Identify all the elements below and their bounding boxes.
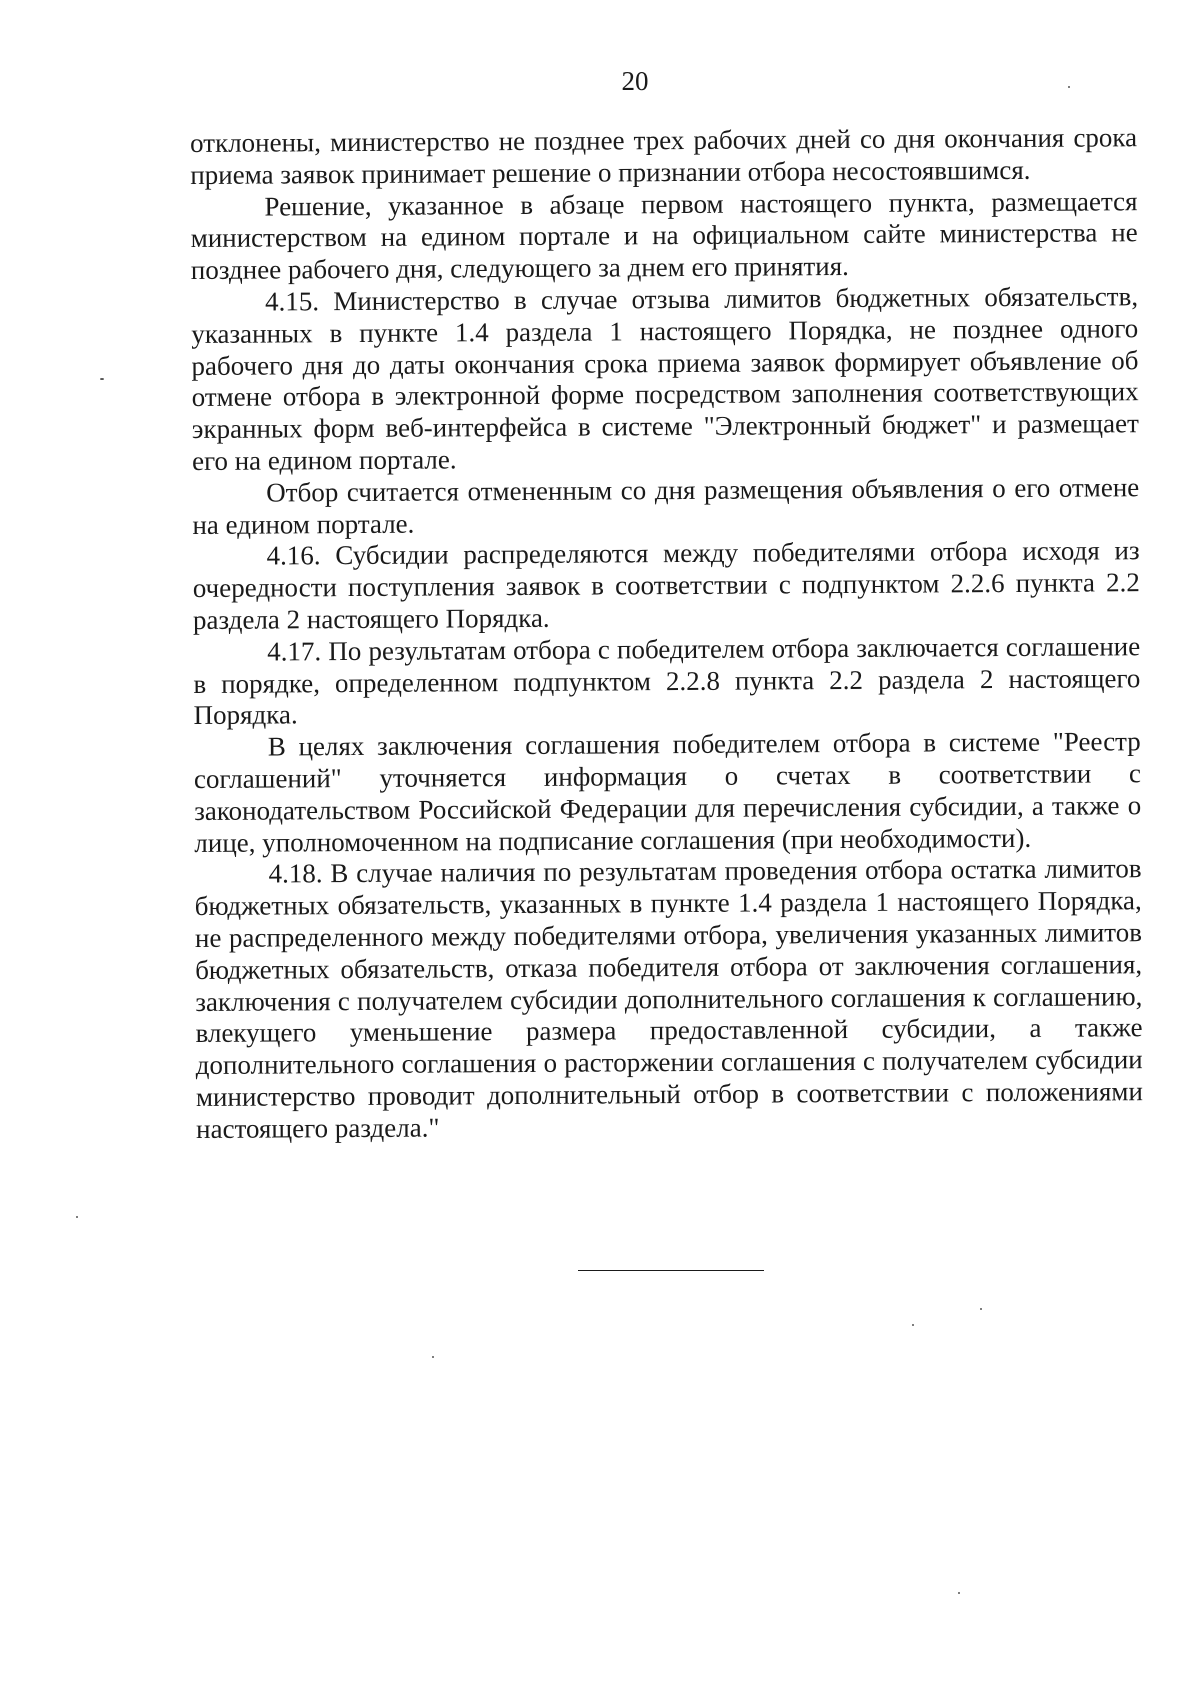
paragraph-continuation: отклонены, министерство не позднее трех рабочих дней со дня окончания срока приема заявок принимает решение о признании отбора несостоявшимся.: [190, 122, 1138, 190]
scan-speck: [1068, 86, 1070, 88]
scan-speck: [76, 1216, 78, 1218]
page-number: 20: [621, 66, 649, 96]
paragraph-selection-cancelled: Отбор считается отмененным со дня размещения объявления о его отмене на едином портале.: [192, 471, 1140, 540]
end-of-text-rule: [578, 1270, 764, 1271]
scan-speck: [958, 1592, 960, 1594]
paragraph-agreement-registry: В целях заключения соглашения победителем отбора в системе "Реестр соглашений" уточняется информация о счетах в соответствии с законодательством Российской Федерации для перечисления субсидии, а также о лице, уполномоченном на подписание соглашения (при необходимости).: [193, 726, 1142, 858]
scan-speck: [432, 1356, 434, 1358]
paragraph-4-16: 4.16. Субсидии распределяются между победителями отбора исходя из очередности поступления заявок в соответствии с подпунктом 2.2.6 пункта 2.2 раздела 2 настоящего Порядка.: [192, 535, 1140, 635]
scan-speck: [912, 1324, 914, 1326]
scan-speck: [980, 1308, 982, 1310]
paragraph-4-15: 4.15. Министерство в случае отзыва лимитов бюджетных обязательств, указанных в пункте 1.4 раздела 1 настоящего Порядка, не позднее одного рабочего дня до даты окончания срока приема заявок формирует объявление об отмене отбора в электронной форме посредством заполнения соответствующих экранных форм веб-интерфейса в системе "Электронный бюджет" и размещает его на едином портале.: [191, 281, 1139, 476]
scan-speck: [100, 378, 104, 380]
paragraph-decision-publication: Решение, указанное в абзаце первом настоящего пункта, размещается министерством на едином портале и на официальном сайте министерства не позднее рабочего дня, следующего за днем его принятия.: [190, 185, 1138, 286]
paragraph-4-18: 4.18. В случае наличия по результатам проведения отбора остатка лимитов бюджетных обязательств, указанных в пункте 1.4 раздела 1 настоящего Порядка, не распределенного между победителями отбора, увеличения указанных лимитов бюджетных обязательств, отказа победителя отбора от заключения соглашения, заключения с получателем субсидии дополнительного соглашения к соглашению, влекущего уменьшение размера предоставленной субсидии, а также дополнительного соглашения о расторжении соглашения с получателем субсидии министерство проводит дополнительный отбор в соответствии с положениями настоящего раздела.": [194, 853, 1143, 1144]
body-text: [190, 122, 1143, 1145]
paragraph-4-17: 4.17. По результатам отбора с победителем отбора заключается соглашение в порядке, определенном подпунктом 2.2.8 пункта 2.2 раздела 2 настоящего Порядка.: [193, 630, 1141, 731]
